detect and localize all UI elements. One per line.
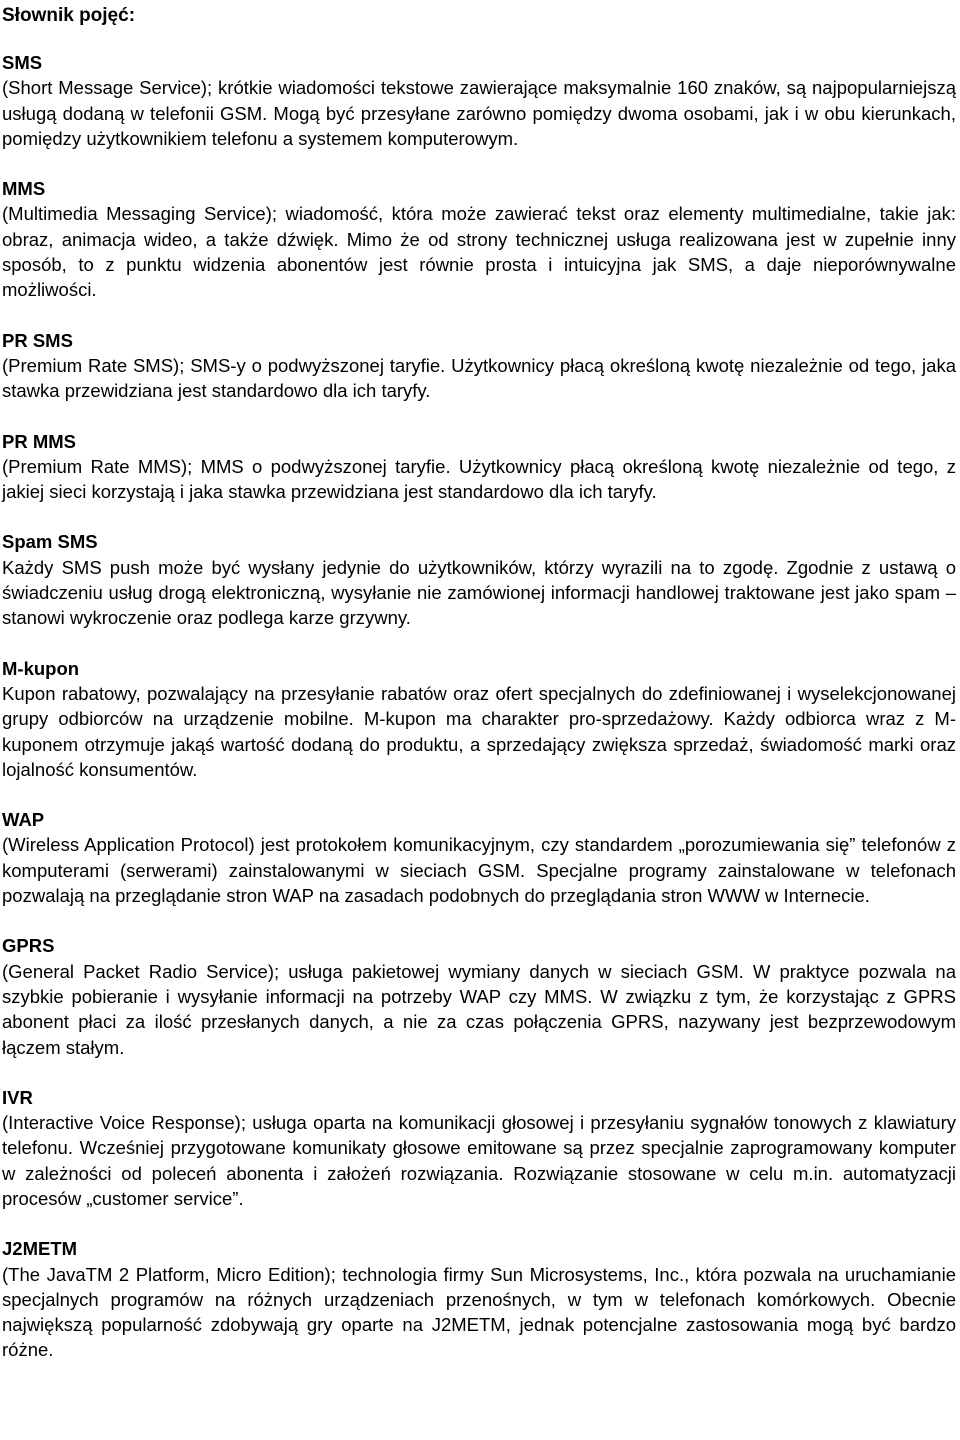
entry-definition: (Premium Rate SMS); SMS-y o podwyższonej taryfie. Użytkownicy płacą określoną kwotę niezależnie od tego, jaka stawka przewidziana jest standardowo dla ich taryfy. (2, 354, 956, 402)
glossary-entry-j2me (2, 1236, 956, 1362)
entry-definition: (Multimedia Messaging Service); wiadomość, która może zawierać tekst oraz elementy multimedialne, takie jak: obraz, animacja wideo, a także dźwięk. Mimo że od strony technicznej usługa realizowana jest w zupełnie inny sposób, to z punktu widzenia abonentów jest równie prosta i intuicyjna jak SMS, a daje nieporównywalne możliwości. (2, 203, 956, 301)
glossary-entry-sms (2, 50, 956, 151)
glossary-entry-wap (2, 807, 956, 908)
entry-definition: Kupon rabatowy, pozwalający na przesyłanie rabatów oraz ofert specjalnych do zdefiniowanej i wyselekcjonowanej grupy odbiorców na urządzenie mobilne. M-kupon ma charakter pro-sprzedażowy. Każdy odbiorca wraz z M-kuponem otrzymuje jakąś wartość dodaną do produktu, a sprzedający zwiększa sprzedaż, świadomość marki oraz lojalność konsumentów. (2, 682, 956, 780)
entry-term: SMS (2, 52, 43, 73)
entry-term: PR SMS (2, 329, 73, 351)
glossary-entry-ivr (2, 1085, 956, 1211)
glossary-entry-gprs (2, 933, 956, 1059)
entry-term: PR MMS (2, 430, 76, 452)
entry-definition: (The JavaTM 2 Platform, Micro Edition); technologia firmy Sun Microsystems, Inc., która pozwala na uruchamianie specjalnych programów na różnych urządzeniach przenośnych, w tym w telefonach komórkowych. Obecnie największą popularność zdobywają gry oparte na J2METM, jednak potencjalne zastosowania mogą być bardzo różne. (2, 1263, 956, 1361)
entry-definition: (Wireless Application Protocol) jest protokołem komunikacyjnym, czy standardem „porozumiewania się” telefonów z komputerami (serwerami) zainstalowanymi w sieciach GSM. Specjalne programy zainstalowane w telefonach pozwalają na przeglądanie stron WAP na zasadach podobnych do przeglądania stron WWW w Internecie. (2, 834, 956, 907)
page-title: Słownik pojęć: (2, 5, 136, 26)
entry-definition: (Premium Rate MMS); MMS o podwyższonej taryfie. Użytkownicy płacą określoną kwotę niezależnie od tego, z jakiej sieci korzystają i jaka stawka przewidziana jest standardowo dla ich taryfy. (2, 455, 956, 503)
glossary-entry-spam-sms (2, 529, 956, 630)
entry-definition: (Short Message Service); krótkie wiadomości tekstowe zawierające maksymalnie 160 znaków, są najpopularniejszą usługą dodaną w telefonii GSM. Mogą być przesyłane zarówno pomiędzy dwoma osobami, jak i w obu kierunkach, pomiędzy użytkownikiem telefonu a systemem komputerowym. (2, 77, 956, 149)
entry-term: J2METM (2, 1238, 78, 1260)
glossary-entry-pr-mms (2, 429, 956, 505)
entry-definition: (Interactive Voice Response); usługa oparta na komunikacji głosowej i przesyłaniu sygnałów tonowych z klawiatury telefonu. Wcześniej przygotowane komunikaty głosowe emitowane są przez specjalnie zaprogramowany komputer w zależności od poleceń abonenta i założeń rozwiązania. Rozwiązanie stosowane w celu m.in. automatyzacji procesów „customer service”. (2, 1112, 956, 1209)
entry-term: WAP (2, 809, 45, 831)
glossary-entry-m-kupon (2, 656, 956, 782)
entry-definition: (General Packet Radio Service); usługa pakietowej wymiany danych w sieciach GSM. W praktyce pozwala na szybkie pobieranie i wysyłanie informacji na potrzeby WAP czy MMS. W związku z tym, że korzystając z GPRS abonent płaci za ilość przesłanych danych, a nie za czas połączenia GPRS, nazywany jest bezprzewodowym łączem stałym. (2, 960, 956, 1058)
entry-term: GPRS (2, 935, 55, 957)
entry-term: M-kupon (2, 657, 80, 679)
entry-term: IVR (2, 1086, 33, 1108)
entry-definition: Każdy SMS push może być wysłany jedynie do użytkowników, którzy wyrazili na to zgodę. Zgodnie z ustawą o świadczeniu usług drogą elektroniczną, wysyłanie nie zamówionej informacji handlowej traktowane jest jako spam – stanowi wykroczenie oraz podlega karze grzywny. (2, 556, 956, 629)
glossary-entry-pr-sms (2, 328, 956, 404)
glossary-page (2, 0, 956, 1363)
entry-term: MMS (2, 178, 46, 200)
entry-term: Spam SMS (2, 531, 98, 553)
glossary-entry-mms (2, 176, 956, 302)
